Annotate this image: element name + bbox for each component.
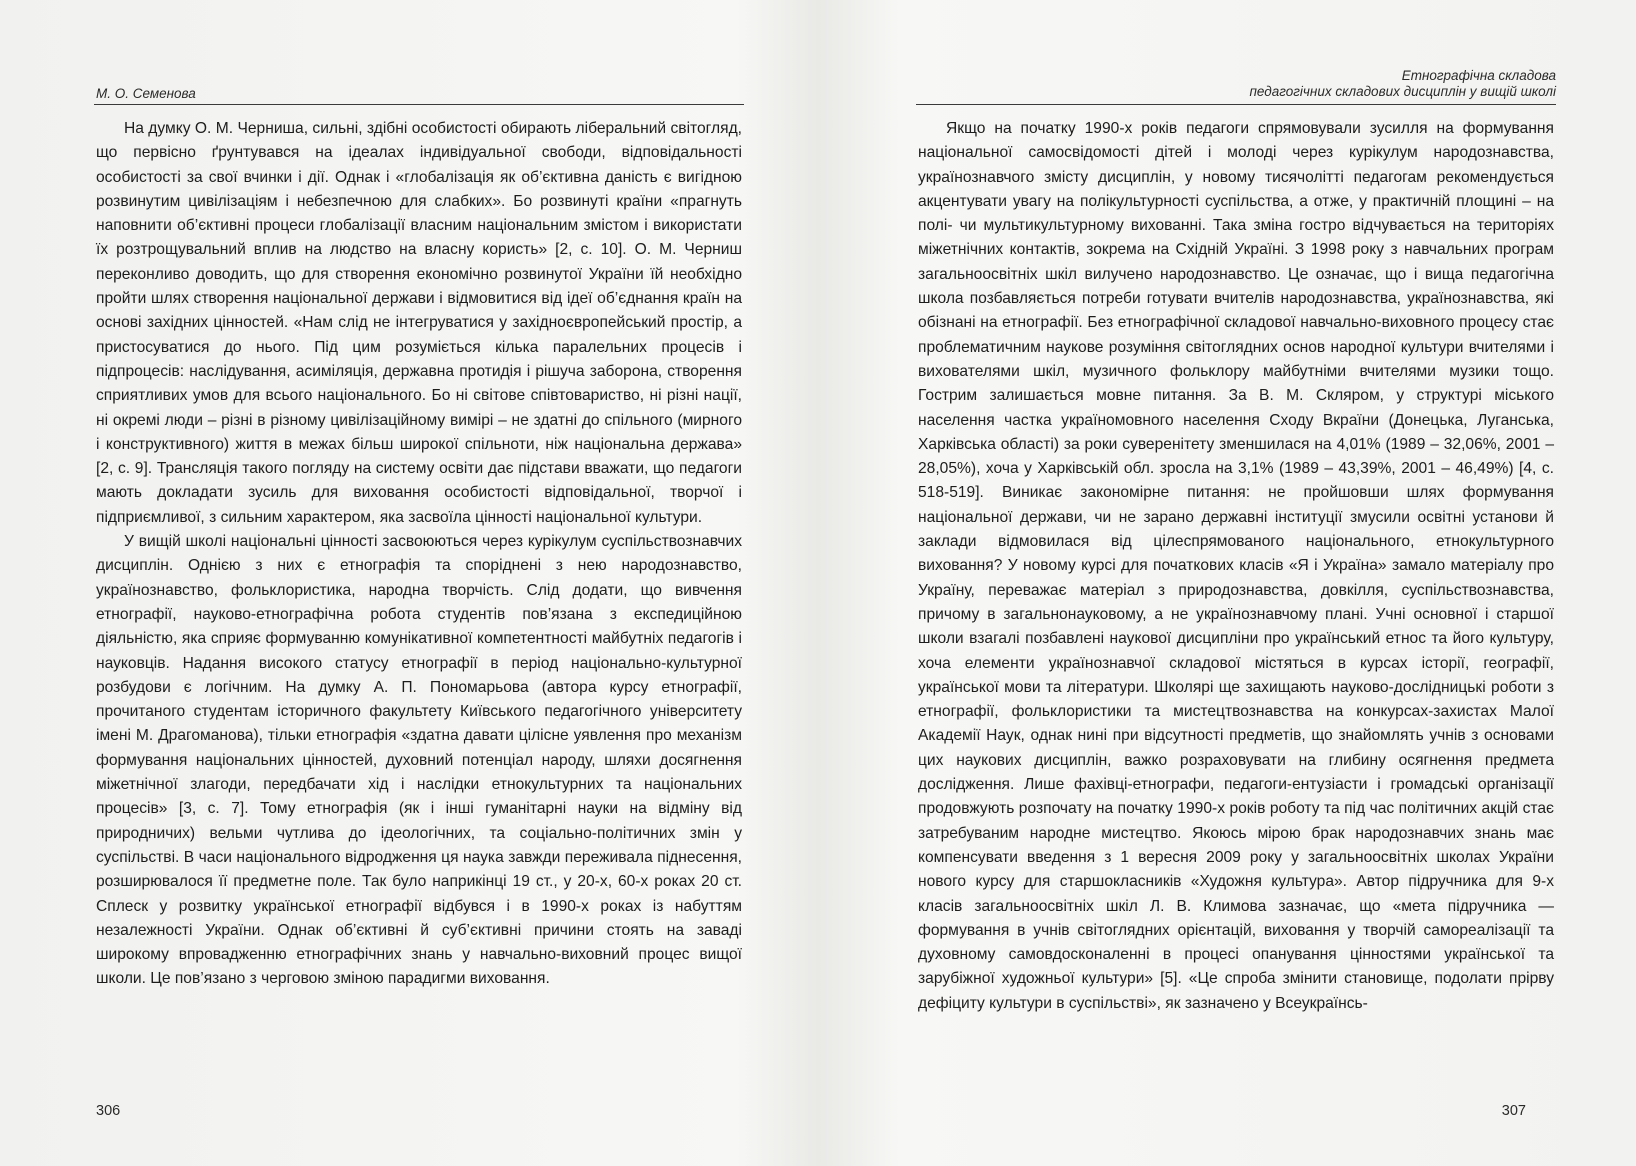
page-number: 306 bbox=[96, 1103, 121, 1119]
header-rule bbox=[94, 104, 744, 105]
running-head-author: М. О. Семенова bbox=[96, 86, 196, 101]
page-number: 307 bbox=[1501, 1103, 1526, 1119]
paragraph: Якщо на початку 1990-х років педагоги спрямовували зусилля на формування національної самосвідомості дітей і молоді через курікулум народознавства, українознавчого змісту дисциплін, у новому тисячолітті педагогам рекомендується акцентувати увагу на полікультурності суспільства, а отже, у практичній площині – на полі- чи мультикультурному вихованні. Така зміна гостро відчувається на територіях міжетнічних контактів, зокрема на Східній Україні. З 1998 року з навчальних програм загальноосвітніх шкіл вилучено народознавство. Це означає, що і вища педагогічна школа позбавляється потреби готувати вчителів народознавства, українознавства, які обізнані на етнографії. Без етнографічної складової навчально-виховного процесу стає проблематичним наукове розуміння світоглядних основ народної культури вчителями і вихователями шкіл, музичного фольклору майбутніми вчителями музики тощо. Гострим залишається мовне питання. За В. М. Скляром, у структурі міського населення частка україномовного населення Сходу Вкраїни (Донецька, Луганська, Харківська області) за роки суверенітету зменшилася на 4,01% (1989 – 32,06%, 2001 – 28,05%), хоча у Харківській обл. зросла на 3,1% (1989 – 43,39%, 2001 – 46,49%) [4, с. 518-519]. Виникає закономірне питання: не пройшовши шлях формування національної держави, чи не зарано державні інституції змусили освітні установи й заклади відмовилася від цілеспрямованого національного, етнокультурного виховання? У новому курсі для початкових класів «Я і Україна» замало матеріалу про Україну, переважає матеріал з природознавства, довкілля, суспільствознавства, причому в загальнонауковому, а не українознавчому плані. Учні основної і старшої школи взагалі позбавлені наукової дисципліни про український етнос та його культуру, хоча елементи українознавчої складової містяться в курсах історії, географії, української мови та літератури. Школярі ще захищають науково-дослідницькі роботи з етнографії, фольклористики та мистецтвознавства на конкурсах-захистах Малої Академії Наук, однак нині при відсутності предметів, що знайомлять учнів з основами цих наукових дисциплін, важко розраховувати на глибину осягнення предмета дослідження. Лише фахівці-етнографи, педагоги-ентузіасти і громадські організації продовжують розпочату на початку 1990-х років роботу та під час політичних акцій стає затребуваним народне мистецтво. Якоюсь мірою брак народознавчих знань має компенсувати введення з 1 вересня 2009 року у загальноосвітніх школах України нового курсу для старшокласників «Художня культура». Автор підручника для 9-х класів загальноосвітніх шкіл Л. В. Климова зазначає, що «мета підручника — формування в учнів світоглядних орієнтацій, виховання у творчій самореалізації та духовному самовдосконаленні в процесі опанування цінностями української та зарубіжної художньої культури» [5]. «Це спроба змінити становище, подолати прірву дефіциту культури в суспільстві», як зазначено у Всеукраїнсь- bbox=[918, 120, 1554, 1012]
running-head-line: педагогічних складових дисциплін у вищій школі bbox=[1249, 84, 1556, 99]
left-body-text bbox=[96, 117, 742, 992]
header-rule bbox=[916, 104, 1556, 105]
paragraph: На думку О. М. Черниша, сильні, здібні особистості обирають ліберальний світогляд, що первісно ґрунтувався на ідеалах індивідуальної свободи, відповідальності особистості за свої вчинки і дії. Однак і «глобалізація як об’єктивна даність є вигідною розвинутим цивілізаціям і небезпечною для слабких». Бо розвинуті країни «прагнуть наповнити об’єктивні процеси глобалізації власним національним змістом і використати їх розтрощувальний вплив на людство на власну користь» [2, с. 10]. О. М. Черниш переконливо доводить, що для створення економічно розвинутої України їй необхідно пройти шлях створення національної держави і відмовитися від ідеї об’єднання країн на основі західних цінностей. «Нам слід не інтегруватися у західноєвропейський простір, а пристосуватися до нього. Під цим розуміється кілька паралельних процесів і підпроцесів: наслідування, асиміляція, державна протидія і рішуча заборона, створення сприятливих умов для всього національного. Бо ні світове співтовариство, ні різні нації, ні окремі люди – різні в різному цивілізаційному вимірі – не здатні до спільного (мирного і конструктивного) життя в межах більш широкої спільноти, ніж національна держава» [2, с. 9]. Трансляція такого погляду на систему освіти дає підстави вважати, що педагоги мають докладати зусиль для виховання особистості відповідальної, творчої і підприємливої, з сильним характером, яка засвоїла цінності національної культури. bbox=[96, 120, 742, 526]
right-page bbox=[818, 0, 1636, 1166]
running-head-line: Етнографічна складова bbox=[1401, 68, 1556, 83]
right-body-text bbox=[918, 117, 1554, 1016]
paragraph: У вищій школі національні цінності засвоюються через курікулум суспільствознавчих дисциплін. Однією з них є етнографія та споріднені з нею народознавство, українознавство, фольклористика, народна творчість. Слід додати, що вивчення етнографії, науково-етнографічна робота студентів пов’язана з експедиційною діяльністю, яка сприяє формуванню комунікативної компетентності майбутніх педагогів і науковців. Надання високого статусу етнографії в період національно-культурної розбудови є логічним. На думку А. П. Пономарьова (автора курсу етнографії, прочитаного студентам історичного факультету Київського педагогічного університету імені М. Драгоманова), тільки етнографія «здатна давати цілісне уявлення про механізм формування національних цінностей, духовний потенціал народу, шляхи досягнення міжетнічної злагоди, передбачати хід і наслідки етнокультурних та національних процесів» [3, с. 7]. Тому етнографія (як і інші гуманітарні науки на відміну від природничих) вельми чутлива до ідеологічних, та соціально-політичних змін у суспільстві. В часи національного відродження ця наука завжди переживала піднесення, розширювалося її предметне поле. Так було наприкінці 19 ст., у 20-х, 60-х роках 20 ст. Сплеск у розвитку української етнографії відбувся і в 1990-х роках із набуттям незалежності України. Однак об’єктивні й суб’єктивні причини стоять на заваді широкому впровадженню етнографічних знань у навчально-виховний процес вищої школи. Це пов’язано з черговою зміною парадигми виховання. bbox=[96, 533, 742, 988]
running-head-title bbox=[1250, 68, 1557, 100]
